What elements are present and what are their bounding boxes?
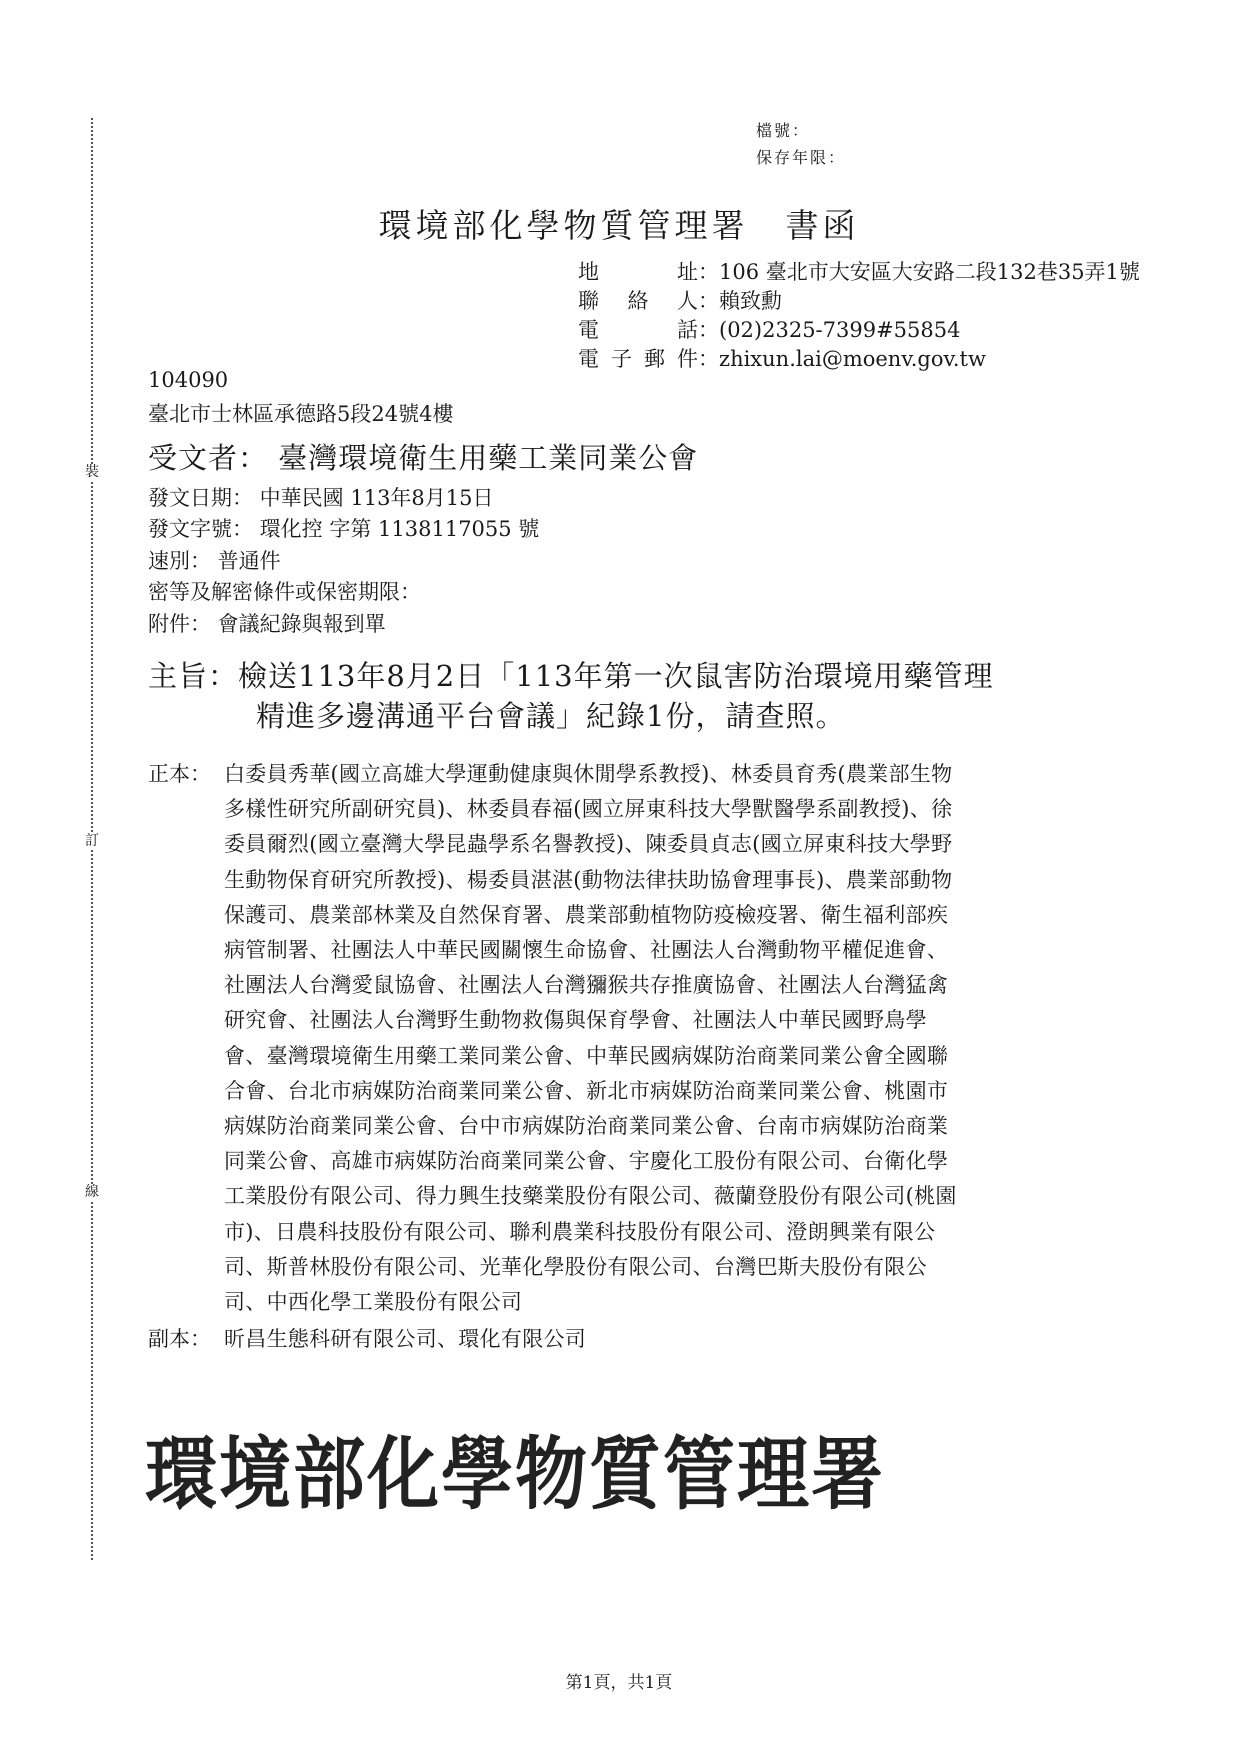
sender-email-row <box>578 343 986 373</box>
address-label: 地 址 <box>578 260 698 284</box>
binding-mark-ding: 訂 <box>85 833 99 849</box>
original-recipient-line: 生動物保育研究所教授)、楊委員湛湛(動物法律扶助協會理事長)、農業部動物 <box>224 867 953 892</box>
page-number: 第1頁，共1頁 <box>565 1673 673 1693</box>
binding-mark-xian: 線 <box>85 1184 99 1200</box>
original-recipient-line: 社團法人台灣愛鼠協會、社團法人台灣獼猴共存推廣協會、社團法人台灣猛禽 <box>224 973 949 998</box>
issue-date: 發文日期： 中華民國 113年8月15日 <box>148 486 494 510</box>
recipient-address: 臺北市士林區承德路5段24號4樓 <box>148 402 454 426</box>
original-recipient-line: 合會、台北市病媒防治商業同業公會、新北市病媒防治商業同業公會、桃園市 <box>224 1078 949 1103</box>
original-recipient-line: 保護司、農業部林業及自然保育署、農業部動植物防疫檢疫署、衛生福利部疾 <box>224 902 949 927</box>
address-value: ：106 臺北市大安區大安路二段132巷35弄1號 <box>698 260 1140 284</box>
retention-period-label: 保存年限： <box>756 148 847 167</box>
speed-category: 速別： 普通件 <box>148 549 281 573</box>
recipient: 受文者： 臺灣環境衛生用藥工業同業公會 <box>148 441 699 475</box>
subject-line-2: 精進多邊溝通平台會議」紀錄1份，請查照。 <box>256 699 846 733</box>
security-level: 密等及解密條件或保密期限： <box>148 580 421 604</box>
original-recipient-line: 研究會、社團法人台灣野生動物救傷與保育學會、社團法人中華民國野鳥學 <box>224 1008 927 1033</box>
original-recipient-line: 白委員秀華(國立高雄大學運動健康與休閒學系教授)、林委員育秀(農業部生物 <box>224 762 953 786</box>
original-recipient-line: 會、臺灣環境衛生用藥工業同業公會、中華民國病媒防治商業同業公會全國聯 <box>224 1043 949 1068</box>
original-recipient-line: 工業股份有限公司、得力興生技藥業股份有限公司、薇蘭登股份有限公司(桃園 <box>224 1184 957 1209</box>
sender-contact-row <box>578 285 782 315</box>
phone-label: 電 話 <box>578 318 698 342</box>
sender-address-row <box>578 256 1140 286</box>
issue-number: 發文字號： 環化控 字第 1138117055 號 <box>148 517 540 541</box>
document-title: 環境部化學物質管理署 書函 <box>378 206 860 245</box>
copy-recipients: 昕昌生態科研有限公司、環化有限公司 <box>224 1327 587 1351</box>
binding-mark-zhuang: 裝 <box>85 464 99 480</box>
file-number-label: 檔號： <box>756 121 811 140</box>
email-label: 電子郵件 <box>578 347 698 371</box>
original-label: 正本： <box>148 762 211 786</box>
original-recipient-line: 市)、日農科技股份有限公司、聯利農業科技股份有限公司、澄朗興業有限公 <box>224 1219 936 1244</box>
original-recipient-line: 病媒防治商業同業公會、台中市病媒防治商業同業公會、台南市病媒防治商業 <box>224 1114 949 1138</box>
copy-label: 副本： <box>148 1327 211 1351</box>
contact-label: 聯絡人 <box>578 289 698 313</box>
phone-value: ：(02)2325-7399#55854 <box>698 318 961 342</box>
original-recipient-line: 多樣性研究所副研究員)、林委員春福(國立屏東科技大學獸醫學系副教授)、徐 <box>224 797 953 822</box>
original-recipient-line: 司、斯普林股份有限公司、光華化學股份有限公司、台灣巴斯夫股份有限公 <box>224 1254 927 1279</box>
original-recipient-line: 同業公會、高雄市病媒防治商業同業公會、宇慶化工股份有限公司、台衛化學 <box>224 1149 949 1174</box>
sender-phone-row <box>578 314 961 344</box>
postal-code: 104090 <box>148 368 229 392</box>
contact-value: ：賴致勳 <box>698 289 782 313</box>
email-value: ：zhixun.lai@moenv.gov.tw <box>698 347 986 371</box>
attachment: 附件： 會議紀錄與報到單 <box>148 612 386 636</box>
original-recipient-line: 病管制署、社團法人中華民國關懷生命協會、社團法人台灣動物平權促進會、 <box>224 938 949 962</box>
agency-seal-signature: 環境部化學物質管理署 <box>145 1426 886 1520</box>
original-recipient-line: 司、中西化學工業股份有限公司 <box>224 1290 523 1314</box>
subject-line-1: 主旨：檢送113年8月2日「113年第一次鼠害防治環境用藥管理 <box>148 659 994 693</box>
original-recipient-line: 委員爾烈(國立臺灣大學昆蟲學系名譽教授)、陳委員貞志(國立屏東科技大學野 <box>224 832 953 857</box>
